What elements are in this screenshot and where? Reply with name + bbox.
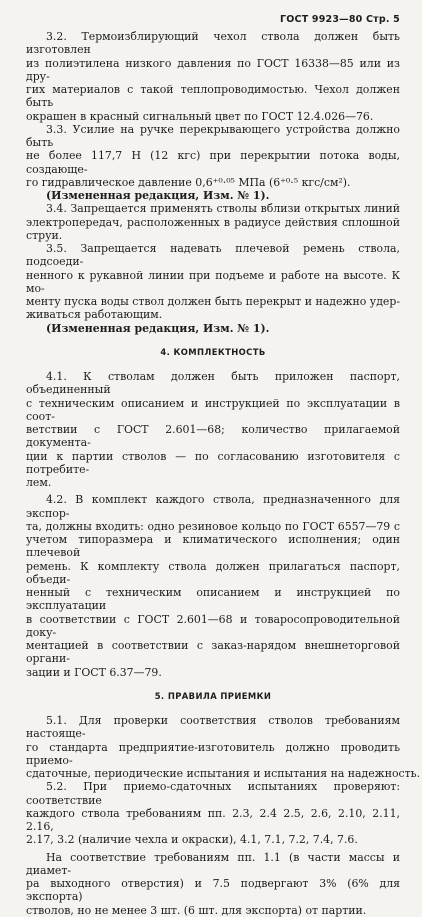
text-line: ции к партии стволов — по согласованию изготовителя с потребите-: [26, 449, 400, 476]
text-line: ненного к рукавной линии при подъеме и работе на высоте. К мо-: [26, 268, 400, 295]
text-line: ветствии с ГОСТ 2.601—68; количество прилагаемой документа-: [26, 423, 400, 450]
paragraph-4-2: [26, 493, 400, 679]
text-line: не более 117,7 Н (12 кгс) при перекрытии потока воды, создающе-: [26, 149, 400, 176]
text-line: ра выходного отверстия) и 7.5 подвергают 3% (6% для экспорта): [26, 877, 400, 904]
page-header: ГОСТ 9923—80 Стр. 5: [280, 14, 400, 25]
text-line: из полиэтилена низкого давления по ГОСТ 16338—85 или из дру-: [26, 56, 400, 83]
text-line: ненный с техническим описанием и инструкцией по эксплуатации: [26, 586, 400, 613]
text-line: ремень. К комплекту ствола должен прилагаться паспорт, объеди-: [26, 559, 400, 586]
text-line: электропередач, расположенных в радиусе действия сплошной: [26, 215, 400, 229]
edit-note: (Измененная редакция, Изм. № 1).: [46, 321, 270, 335]
section-heading-5: 5. ПРАВИЛА ПРИЕМКИ: [154, 690, 272, 701]
text-line: менту пуска воды ствол должен быть перекрыт и надежно удер-: [26, 295, 400, 308]
text-line: окрашен в красный сигнальный цвет по ГОСТ 12.4.026—76.: [26, 109, 374, 123]
document-body: [26, 30, 421, 917]
text-line: учетом типоразмера и климатического исполнения; один плечевой: [26, 533, 400, 560]
text-line: в соответствии с ГОСТ 2.601—68 и товаросопроводительной доку-: [26, 612, 400, 639]
text-line: 3.3. Усилие на ручке перекрывающего устройства должно быть: [26, 122, 400, 149]
text-line: 4.2. В комплект каждого ствола, предназначенного для экспор-: [26, 493, 400, 520]
edit-note: (Измененная редакция, Изм. № 1).: [46, 189, 270, 202]
paragraph-5-1: [26, 714, 421, 780]
paragraph-5-2-cont: [26, 851, 400, 917]
text-line: 2.17, 3.2 (наличие чехла и окраски), 4.1, 7.1, 7.2, 7.4, 7.6.: [26, 833, 358, 847]
text-line: ментацией в соответствии с заказ-нарядом внешнеторговой органи-: [26, 639, 400, 666]
text-line: го стандарта предприятие-изготовитель должно проводить приемо-: [26, 740, 400, 767]
text-line: каждого ствола требованиям пп. 2.3, 2.4 2.5, 2.6, 2.10, 2.11, 2.16,: [26, 806, 400, 833]
text-line: 3.4. Запрещается применять стволы вблизи открытых линий: [46, 202, 400, 216]
paragraph-3-5: [26, 242, 400, 322]
text-line: живаться работающим.: [26, 308, 163, 322]
paragraph-3-2: [26, 30, 400, 123]
text-line: гих материалов с такой теплопроводимостью. Чехол должен быть: [26, 83, 400, 110]
text-line: струи.: [26, 228, 63, 242]
text-line: 4.1. К стволам должен быть приложен паспорт, объединенный: [26, 370, 400, 397]
text-line: сдаточные, периодические испытания и испытания на надежность.: [26, 767, 421, 780]
paragraph-3-3: [26, 123, 400, 189]
paragraph-5-2: [26, 780, 400, 846]
text-line: На соответствие требованиям пп. 1.1 (в части массы и диамет-: [26, 850, 400, 877]
section-heading-4: 4. КОМПЛЕКТНОСТЬ: [160, 346, 266, 357]
text-line: зации и ГОСТ 6.37—79.: [26, 665, 162, 679]
text-line: 5.1. Для проверки соответствия стволов требованиям настояще-: [26, 714, 400, 741]
text-line: та, должны входить: одно резиновое кольцо по ГОСТ 6557—79 с: [26, 519, 400, 533]
text-line: лем.: [26, 476, 52, 489]
text-line: стволов, но не менее 3 шт. (6 шт. для экспорта) от партии.: [26, 903, 367, 917]
text-line: 3.5. Запрещается надевать плечевой ремень ствола, подсоеди-: [26, 242, 400, 269]
text-line: 3.2. Термоизблирующий чехол ствола должен быть изготовлен: [26, 30, 400, 57]
paragraph-4-1: [26, 370, 400, 489]
paragraph-3-4: [26, 202, 400, 242]
text-line: 5.2. При приемо-сдаточных испытаниях проверяют: соответствие: [26, 780, 400, 807]
text-line: го гидравлическое давление 0,6⁺⁰·⁰⁵ МПа (6⁺⁰·⁵ кгс/см²).: [26, 175, 351, 189]
text-line: с техническим описанием и инструкцией по эксплуатации в соот-: [26, 396, 400, 423]
